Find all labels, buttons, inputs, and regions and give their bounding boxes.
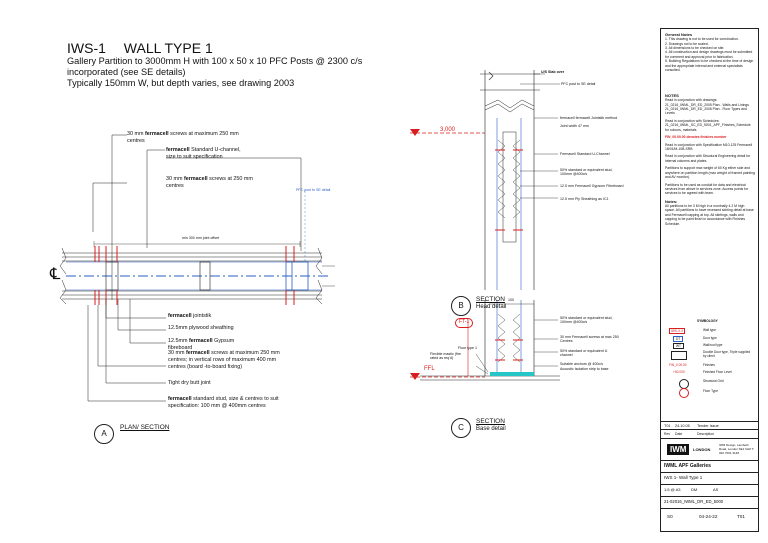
head-level-label: 3,000 bbox=[440, 127, 456, 133]
company-address: IWM Design, Lambeth Road, London SE1 6HZ T: 020 7091 3148 bbox=[719, 443, 754, 455]
section-marker-c: C bbox=[451, 418, 471, 438]
base-note-u-channel: 50% standard or equivalent U channel bbox=[560, 349, 608, 358]
head-note-u-channel: Fermacell Standard U-Channel bbox=[560, 152, 610, 156]
legend-tag-finishes: FIN_0.00.00 bbox=[669, 363, 687, 367]
note-1: Read in conjunction with drawings: 21_0216_IWML_DR_ED_2005 Plan - Walls and Linings 21_0216_IWML_DR_ED_2006 Plan - Floor Types and Levels bbox=[665, 98, 749, 116]
head-note-stud: 50% standard or equivalent stud, 100mm @400c/s bbox=[560, 168, 613, 177]
general-note-5: 5. Building Regulations to be checked at the time of design and the appropriate internal and external specialists consulted. bbox=[665, 59, 754, 73]
general-note-3: 3. All dimensions to be checked on site. bbox=[665, 46, 725, 51]
plan-note-butt-joint: Tight dry butt joint bbox=[168, 380, 211, 386]
company-logo: IWM bbox=[667, 444, 689, 455]
legend-structural-grid: Structural Grid bbox=[703, 379, 724, 383]
notes-title: NOTES bbox=[665, 93, 679, 98]
section-c-title: SECTION bbox=[476, 418, 505, 425]
checked-by: AS bbox=[713, 487, 719, 492]
plan-note-u-channel: fermacell Standard U-channel, size to suit specification bbox=[166, 147, 241, 160]
head-note-ply: 12.5 mm Ply Sheathing as IC1 bbox=[560, 197, 609, 201]
subtitle-line-1: Gallery Partition to 3000mm H with 100 x 50 x 10 PFC Posts @ 2300 c/s bbox=[67, 56, 363, 66]
revision-header-row bbox=[661, 429, 758, 438]
head-note-slab: U/S Slab over bbox=[541, 70, 565, 74]
finish-ref: FIN_00.00.00 denotes finishes number bbox=[665, 135, 727, 140]
plan-note-screws-rows: 30 mm fermacell screws at maximum 250 mm centres; in vertical rows of maximum 400 mm centres (board -to-board fixing) bbox=[168, 350, 280, 370]
base-note-anchors: Suitable anchors @ 400c/s bbox=[560, 362, 604, 366]
plan-joint-offset: min 300 mm joint offset bbox=[182, 236, 220, 240]
double-door-icon bbox=[671, 351, 687, 360]
drawing-date: 04-24-22 bbox=[699, 514, 718, 519]
plan-note-jointstik: fermacell jointstik bbox=[168, 313, 212, 319]
notes-title-panel bbox=[660, 28, 759, 532]
section-a-title: PLAN/ SECTION bbox=[120, 424, 170, 431]
section-c-subtitle: Base detail bbox=[476, 426, 506, 432]
notes2-text: All partitions to be 3 M high in a nominally 4.2 M high space. All partitions to have recessed skirting detail at base and Fermacell capping at top. All skirtings, walls and capping to be paint finish in accordance with Finishes Schedule. bbox=[665, 203, 754, 226]
wall-type-code: IWS-1 bbox=[67, 40, 106, 56]
legend-finishes: Finishes bbox=[703, 363, 715, 367]
plan-note-stud: fermacell standard stud, size & centres to suit specification: 100 mm @ 400mm centres bbox=[168, 396, 279, 409]
drawing-status: S0 bbox=[667, 514, 673, 519]
plan-note-screws-250: 30 mm fermacell screws at maximum 250 mm centres bbox=[127, 131, 239, 144]
section-b-title: SECTION bbox=[476, 296, 505, 303]
legend-tag-wall: IWS-X.X bbox=[671, 329, 684, 333]
head-note-jointstik: fermacell fermacell Jointstik method bbox=[560, 116, 618, 120]
legend-floor-type: Floor Type bbox=[703, 389, 718, 393]
note-4: Read in conjunction with Structural Engineering detail for internal columns and plates. bbox=[665, 154, 751, 163]
legend-door-type: Door type bbox=[703, 336, 717, 340]
plan-note-screws-centres: 30 mm fermacell screws at 250 mm centres bbox=[166, 176, 253, 189]
base-note-screws: 30 mm Fermacell screws at max 250 Centres bbox=[560, 335, 619, 344]
note-6: Partitions to be used as conduit for data and electrical services from above in services zone. Access points for services to be agreed with team. bbox=[665, 182, 749, 196]
legend-tag-door: DT bbox=[673, 336, 683, 342]
status-row bbox=[661, 508, 758, 531]
subtitle-line-2: incorporated (see SE details) bbox=[67, 67, 186, 77]
legend-double-door: Double Door type, Triple supplied by client bbox=[703, 350, 751, 358]
project-name: IWML APF Galleries bbox=[664, 463, 711, 469]
revision-date: 24.10.05 bbox=[675, 424, 690, 428]
general-note-1: 1. This drawing is not to be used for construction. bbox=[665, 37, 739, 42]
legend-wall-type: Wall type bbox=[703, 328, 716, 332]
floor-type-icon bbox=[679, 388, 689, 398]
revision-desc: Tender Issue bbox=[697, 424, 719, 428]
section-marker-b: B bbox=[451, 296, 471, 316]
logo-row bbox=[661, 438, 758, 461]
base-level-label: FFL bbox=[424, 366, 435, 372]
revision-header-date: Date bbox=[675, 432, 683, 436]
legend-title: SYMBOLOGY bbox=[697, 319, 718, 323]
note-5: Partitions to support max weight of 60 Kg either side and anywhere on partition length (max weight of framed painting and AV monitor). bbox=[665, 166, 755, 180]
revision-header-rev: Rev bbox=[664, 432, 671, 436]
plan-note-plywood: 12.5mm plywood sheathing bbox=[168, 325, 234, 331]
legend-tag-ffl: +00.000 bbox=[673, 370, 685, 374]
head-note-gypsum: 12.5 mm Fermacell Gypsum Fibreboard bbox=[560, 184, 624, 188]
centre-line-symbol: ℄ bbox=[50, 266, 61, 283]
revision-code: T01 bbox=[664, 424, 671, 428]
legend-ffl: Finished Floor Level bbox=[703, 370, 732, 374]
drawing-title: IWS 1- Wall Type 1 bbox=[664, 475, 703, 480]
notes2-title: Notes: bbox=[665, 198, 678, 204]
head-note-joint-width: Joint width 47 mm bbox=[560, 124, 589, 128]
company-city: LONDON bbox=[693, 447, 711, 452]
revision-header-desc: Description bbox=[697, 432, 714, 436]
base-note-floor-type: Floor type 1 bbox=[458, 346, 477, 350]
base-note-mastic: Flexible mastic (fire rated as req'd) bbox=[430, 352, 461, 361]
base-dimension: 100 bbox=[508, 298, 514, 302]
drawing-revision: T01 bbox=[737, 514, 745, 519]
general-note-2: 2. Drawings not to be scaled. bbox=[665, 41, 709, 46]
legend-tag-wall-roof: WT bbox=[673, 343, 684, 349]
base-note-stud: 50% standard or equivalent stud, 100mm @400c/s bbox=[560, 316, 613, 325]
note-2: Read in conjunction with Schedules: 21_0216_IWML_SC_ED_5001_APF_Finishes_Schedule for colours, materials bbox=[665, 118, 751, 132]
general-notes bbox=[665, 32, 755, 73]
general-note-4: 4. All construction and design drawings must be submitted for comment and approval prior to fabrication. bbox=[665, 50, 753, 59]
notes-block bbox=[665, 93, 755, 226]
wall-type-name: WALL TYPE 1 bbox=[123, 40, 213, 56]
subtitle-line-3: Typically 150mm W, but depth varies, see drawing 2003 bbox=[67, 78, 295, 88]
section-marker-a: A bbox=[94, 424, 114, 444]
plan-pfc-note: PFC post to SE detail bbox=[296, 188, 331, 192]
drawing-number: 21-02016_IWML_DR_ED_5000 bbox=[664, 499, 724, 504]
plan-note-gypsum: 12.5mm fermacell Gypsum fibreboard bbox=[168, 338, 235, 351]
base-note-isolation: Acoustic Isolation strip to base bbox=[560, 367, 609, 371]
general-notes-title: General Notes bbox=[665, 32, 693, 37]
head-note-pfc: PFC post to SE detail bbox=[561, 82, 596, 86]
drawing-scale: 1:5 @ A3 bbox=[664, 487, 681, 492]
legend-wall-roof-type: Wall/roof type bbox=[703, 343, 723, 347]
section-b-subtitle: Head detail bbox=[476, 304, 507, 310]
floor-type-tag: FT-1 bbox=[455, 318, 473, 328]
drawn-by: DM bbox=[691, 487, 698, 492]
note-3: Read in conjunction with Specification M10-125 Fermacell 18/01/M-10B-SRB bbox=[665, 142, 753, 151]
